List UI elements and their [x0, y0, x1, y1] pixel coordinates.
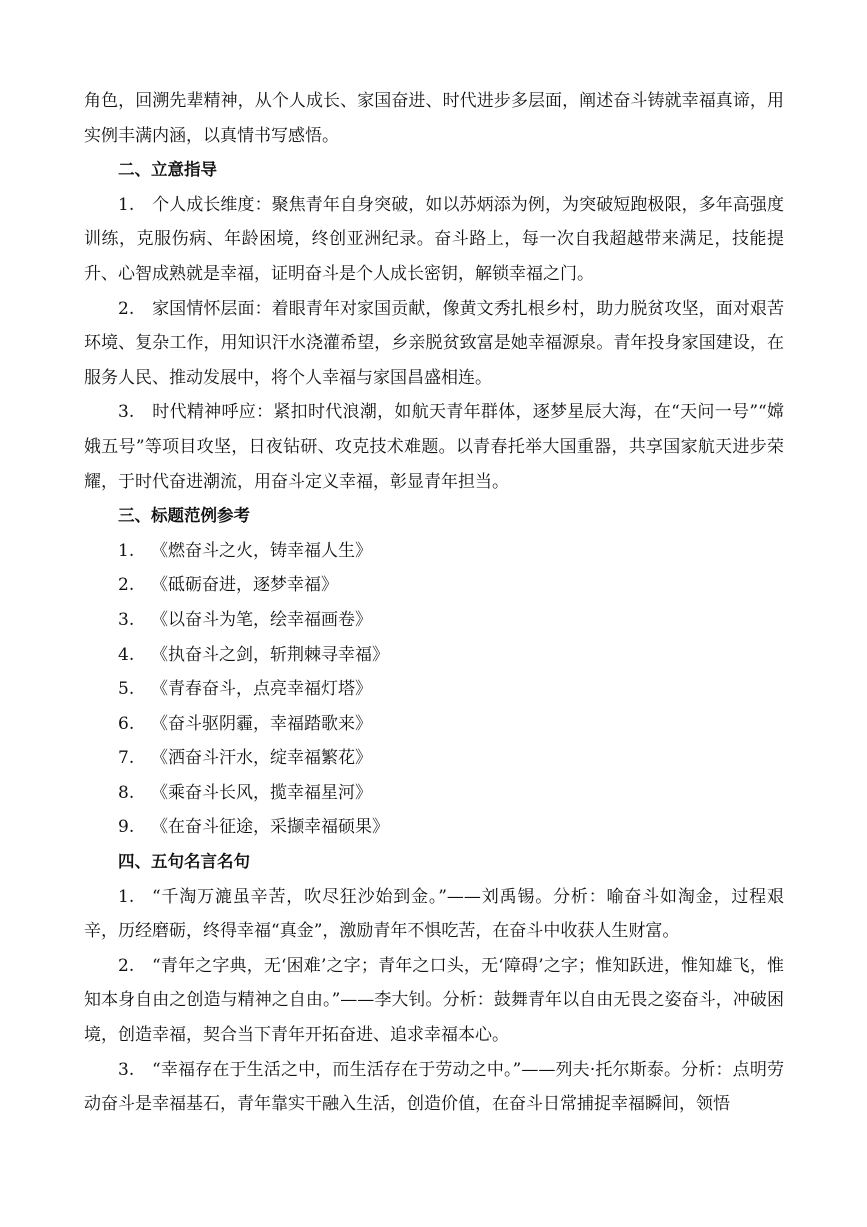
guidance-item-number: 2.	[118, 298, 135, 319]
guidance-item-number: 3.	[118, 402, 135, 423]
quote-item-text: “千淘万漉虽辛苦，吹尽狂沙始到金。”——刘禹锡。分析：喻奋斗如淘金，过程艰辛，历经磨砺，终得幸福“真金”，激励青年不惧吃苦，在奋斗中收获人生财富。	[84, 886, 784, 942]
title-example-text: 《燃奋斗之火，铸幸福人生》	[151, 540, 372, 561]
title-example-number: 4.	[118, 644, 135, 665]
title-example	[84, 534, 784, 569]
title-example-text: 《砥砺奋进，逐梦幸福》	[151, 575, 338, 596]
title-example-number: 1.	[118, 540, 135, 561]
title-example	[84, 672, 784, 707]
title-example-number: 6.	[118, 713, 135, 734]
section-heading-title-examples: 三、标题范例参考	[118, 506, 250, 526]
quote-item	[84, 880, 784, 949]
title-example-number: 9.	[118, 817, 135, 838]
guidance-item	[84, 395, 784, 499]
quote-item-number: 3.	[118, 1059, 135, 1080]
title-example-text: 《洒奋斗汗水，绽幸福繁花》	[151, 748, 372, 769]
title-example-number: 7.	[118, 748, 135, 769]
quote-item	[84, 1053, 784, 1122]
section-heading-guidance: 二、立意指导	[118, 160, 217, 180]
title-example-text: 《青春奋斗，点亮幸福灯塔》	[151, 679, 372, 700]
title-example	[84, 810, 784, 845]
guidance-item-text: 个人成长维度：聚焦青年自身突破，如以苏炳添为例，为突破短跑极限，多年高强度训练，克服伤病、年龄困境，终创亚洲纪录。奋斗路上，每一次自我超越带来满足，技能提升、心智成熟就是幸福，证明奋斗是个人成长密钥，解锁幸福之门。	[84, 194, 784, 284]
title-example-text: 《在奋斗征途，采撷幸福硕果》	[151, 817, 389, 838]
quote-item	[84, 949, 784, 1053]
title-example-text: 《奋斗驱阴霾，幸福踏歌来》	[151, 713, 372, 734]
title-example	[84, 741, 784, 776]
title-example-text: 《执奋斗之剑，斩荆棘寻幸福》	[151, 644, 389, 665]
title-example-text: 《以奋斗为笔，绘幸福画卷》	[151, 609, 372, 630]
intro-paragraph: 角色，回溯先辈精神，从个人成长、家国奋进、时代进步多层面，阐述奋斗铸就幸福真谛，用实例丰满内涵，以真情书写感悟。	[84, 91, 784, 146]
quote-item-number: 1.	[118, 886, 135, 907]
title-example	[84, 603, 784, 638]
guidance-item	[84, 292, 784, 396]
guidance-item-text: 家国情怀层面：着眼青年对家国贡献，像黄文秀扎根乡村，助力脱贫攻坚，面对艰苦环境、复杂工作，用知识汗水浇灌希望，乡亲脱贫致富是她幸福源泉。青年投身家国建设，在服务人民、推动发展中，将个人幸福与家国昌盛相连。	[84, 298, 784, 388]
title-example-number: 5.	[118, 679, 135, 700]
title-example-number: 3.	[118, 609, 135, 630]
guidance-item-number: 1.	[118, 194, 135, 215]
title-example	[84, 707, 784, 742]
section-heading-quotes: 四、五句名言名句	[118, 852, 250, 872]
title-example-number: 2.	[118, 575, 135, 596]
quote-item-number: 2.	[118, 955, 135, 976]
title-example	[84, 638, 784, 673]
quote-item-text: “幸福存在于生活之中，而生活存在于劳动之中。”——列夫·托尔斯泰。分析：点明劳动奋斗是幸福基石，青年靠实干融入生活，创造价值，在奋斗日常捕捉幸福瞬间，领悟	[84, 1059, 784, 1115]
guidance-item	[84, 188, 784, 292]
text-column	[84, 84, 784, 1122]
title-example-text: 《乘奋斗长风，揽幸福星河》	[151, 782, 372, 803]
quote-item-text: “青年之字典，无‘困难’之字；青年之口头，无‘障碍’之字；惟知跃进，惟知雄飞，惟知本身自由之创造与精神之自由。”——李大钊。分析：鼓舞青年以自由无畏之姿奋斗，冲破困境，创造幸福，契合当下青年开拓奋进、追求幸福本心。	[84, 955, 784, 1046]
title-example	[84, 568, 784, 603]
title-example	[84, 776, 784, 811]
guidance-item-text: 时代精神呼应：紧扣时代浪潮，如航天青年群体，逐梦星辰大海，在“天问一号”“嫦娥五号”等项目攻坚，日夜钻研、攻克技术难题。以青春托举大国重器，共享国家航天进步荣耀，于时代奋进潮流，用奋斗定义幸福，彰显青年担当。	[84, 402, 784, 492]
title-example-number: 8.	[118, 782, 135, 803]
